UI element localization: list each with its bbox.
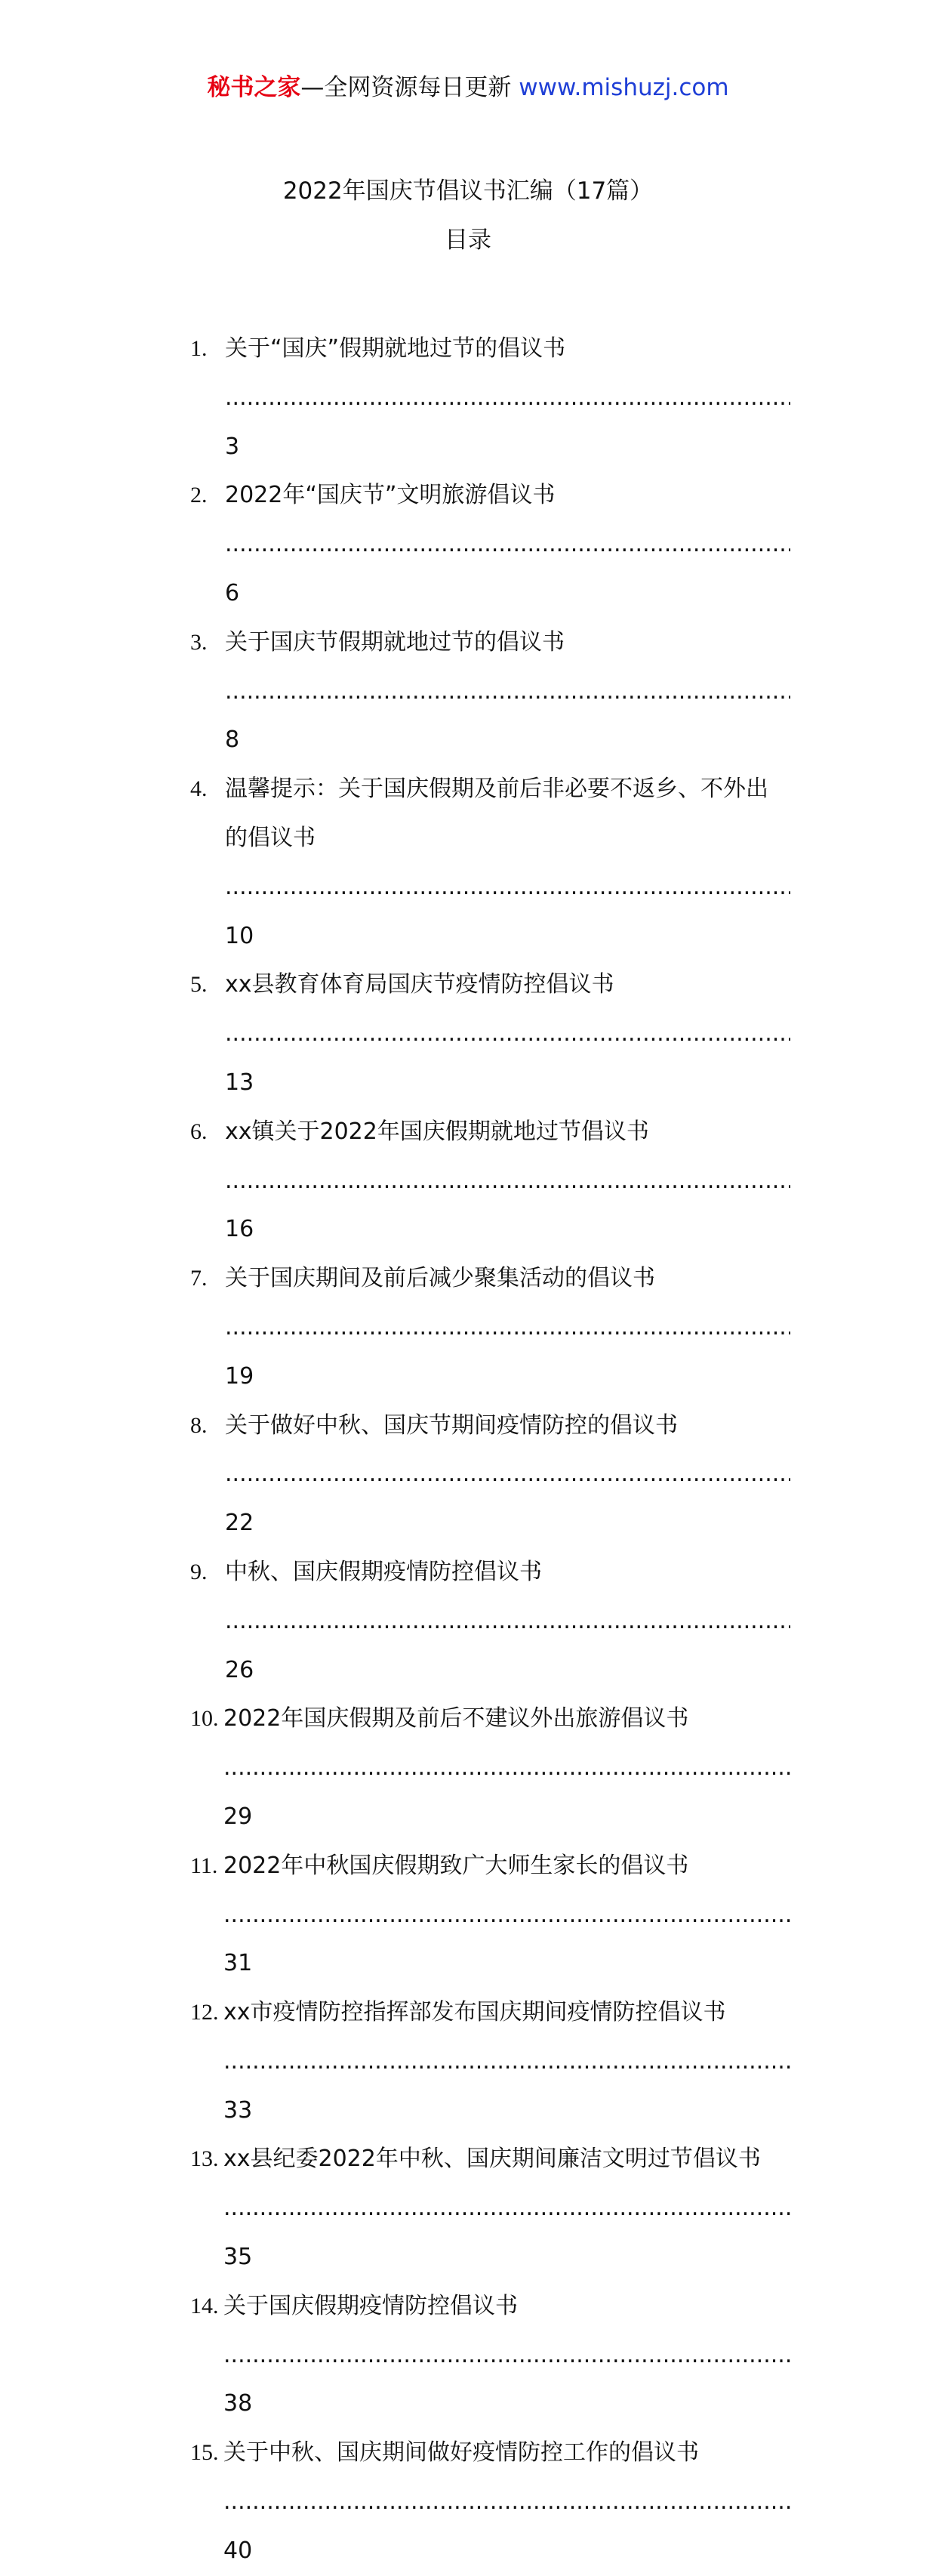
toc-entry-title: xx市疫情防控指挥部发布国庆期间疫情防控倡议书 (223, 1999, 726, 2026)
toc-entry-9[interactable] (190, 1548, 790, 1695)
toc-entry-title: 2022年“国庆节”文明旅游倡议书 (225, 482, 556, 509)
toc-entry-page: 10 (225, 922, 254, 949)
toc-entry-title: 关于“国庆”假期就地过节的倡议书 (225, 335, 566, 362)
toc-entry-number: 7. (190, 1266, 208, 1291)
toc-entry-number: 12. (190, 2000, 219, 2025)
toc-entry-page: 38 (223, 2390, 253, 2417)
toc-entry-title: 关于国庆期间及前后减少聚集活动的倡议书 (225, 1265, 655, 1292)
toc-entry-6[interactable] (190, 1108, 790, 1254)
toc-entry-number: 14. (190, 2293, 219, 2318)
toc-entry-title-line1: xx县纪委2022年中秋、国庆期间廉洁文明过节倡议书 (223, 2146, 761, 2173)
toc-leader-dots (225, 1597, 790, 1646)
toc-heading: 目录 (445, 227, 491, 254)
toc-entry-number: 4. (190, 776, 208, 802)
toc-entry-page: 35 (223, 2244, 253, 2271)
toc-entry-10[interactable] (190, 1695, 790, 1841)
toc-entry-page: 40 (223, 2537, 253, 2564)
toc-entry-title-line2: 的倡议书 (225, 824, 316, 851)
toc-entry-page: 16 (225, 1216, 254, 1243)
toc-entry-13[interactable] (190, 2135, 790, 2281)
toc-entry-page: 22 (225, 1510, 254, 1537)
toc-leader-dots (225, 863, 790, 912)
toc-leader-dots (223, 2184, 790, 2233)
toc-entry-1[interactable] (190, 325, 790, 471)
toc-entry-4[interactable] (190, 765, 790, 961)
toc-leader-dots (223, 1891, 790, 1940)
toc-entry-12[interactable] (190, 1988, 790, 2135)
toc-entry-11[interactable] (190, 1842, 790, 1988)
toc-entry-page: 33 (223, 2096, 253, 2124)
toc-leader-dots (225, 1303, 790, 1353)
brand-name: 秘书之家 (207, 74, 301, 101)
toc-entry-page: 6 (225, 579, 240, 606)
toc-leader-dots (225, 668, 790, 717)
toc-entry-title: 关于国庆节假期就地过节的倡议书 (225, 628, 565, 656)
toc-entry-number: 11. (190, 1853, 218, 1878)
toc-leader-dots (225, 1010, 790, 1059)
toc-entry-page: 8 (225, 727, 240, 754)
toc-entry-2[interactable] (190, 471, 790, 618)
toc-entry-5[interactable] (190, 961, 790, 1107)
header-tagline: —全网资源每日更新 (300, 74, 519, 101)
toc-entry-7[interactable] (190, 1254, 790, 1401)
toc-entry-number: 10. (190, 1706, 219, 1732)
toc-entry-14[interactable] (190, 2282, 790, 2429)
toc-leader-dots (223, 1744, 790, 1793)
toc-entry-title: xx镇关于2022年国庆假期就地过节倡议书 (225, 1118, 649, 1145)
toc-entry-page: 13 (225, 1069, 254, 1096)
document-title: 2022年国庆节倡议书汇编（17篇） (282, 177, 654, 205)
toc-leader-dots (225, 520, 790, 569)
toc-entry-title: 2022年国庆假期及前后不建议外出旅游倡议书 (223, 1705, 689, 1732)
toc-entry-number: 13. (190, 2146, 219, 2172)
toc-entry-title: 2022年中秋国庆假期致广大师生家长的倡议书 (223, 1852, 689, 1879)
toc-entry-title-line1: 温馨提示：关于国庆假期及前后非必要不返乡、不外出 (225, 776, 768, 803)
toc-entry-page: 3 (225, 433, 240, 460)
toc-leader-dots (225, 374, 790, 423)
toc-leader-dots (223, 2038, 790, 2087)
toc-leader-dots (225, 1450, 790, 1499)
toc-entry-page: 31 (223, 1950, 253, 1977)
toc-entry-number: 8. (190, 1412, 208, 1438)
toc-entry-number: 9. (190, 1559, 208, 1584)
toc-entry-number: 3. (190, 629, 208, 655)
table-of-contents (190, 325, 790, 2576)
toc-entry-page: 29 (223, 1803, 253, 1830)
toc-leader-dots (225, 1157, 790, 1206)
toc-entry-number: 2. (190, 483, 208, 508)
toc-entry-number: 6. (190, 1118, 208, 1144)
toc-entry-title: 中秋、国庆假期疫情防控倡议书 (225, 1558, 542, 1585)
toc-entry-page: 19 (225, 1362, 254, 1390)
toc-entry-title: 关于做好中秋、国庆节期间疫情防控的倡议书 (225, 1411, 678, 1439)
toc-leader-dots (223, 2331, 790, 2380)
toc-entry-3[interactable] (190, 619, 790, 765)
site-url-link[interactable]: www.mishuzj.com (519, 74, 729, 101)
toc-leader-dots (223, 2478, 790, 2527)
toc-entry-number: 15. (190, 2440, 219, 2466)
toc-entry-15[interactable] (190, 2429, 790, 2575)
toc-entry-8[interactable] (190, 1402, 790, 1548)
toc-entry-title: 关于中秋、国庆期间做好疫情防控工作的倡议书 (223, 2439, 699, 2466)
toc-entry-number: 1. (190, 336, 208, 361)
toc-entry-page: 26 (225, 1656, 254, 1683)
toc-entry-title: 关于国庆假期疫情防控倡议书 (223, 2292, 518, 2319)
toc-entry-title: xx县教育体育局国庆节疫情防控倡议书 (225, 971, 614, 998)
site-header (0, 72, 936, 103)
toc-entry-number: 5. (190, 972, 208, 998)
